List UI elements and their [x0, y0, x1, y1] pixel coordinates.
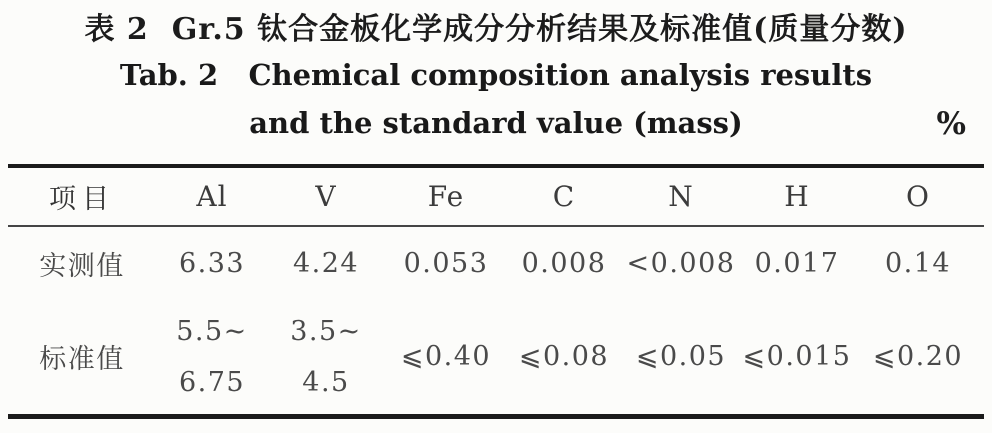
- table-title-english-line1: Tab. 2 Chemical composition analysis results: [119, 58, 873, 92]
- cell-measured-c: 0.008: [521, 248, 607, 279]
- range-al-max: 6.75: [178, 366, 246, 398]
- range-v-max: 4.5: [302, 366, 350, 398]
- unit-percent-label: %: [936, 106, 966, 142]
- column-header-al: Al: [196, 180, 228, 213]
- cell-measured-h: 0.017: [754, 248, 840, 279]
- cell-standard-o: ⩽0.20: [872, 341, 964, 373]
- table-row-standard: [8, 300, 984, 416]
- table-row-measured: [8, 226, 984, 300]
- column-header-v: V: [315, 180, 337, 213]
- range-v: [268, 315, 384, 398]
- cell-measured-n: <0.008: [626, 248, 736, 279]
- cell-measured-fe: 0.053: [403, 248, 489, 279]
- table-title-english-line2: and the standard value (mass): [249, 106, 743, 140]
- column-header-item: 项目: [49, 184, 115, 215]
- range-al: [156, 315, 268, 398]
- cell-standard-n: ⩽0.05: [635, 341, 727, 373]
- column-header-n: N: [668, 180, 694, 213]
- cell-measured-al: 6.33: [178, 248, 246, 279]
- table-header-row: [8, 166, 984, 226]
- range-al-min: 5.5~: [176, 315, 248, 347]
- column-header-fe: Fe: [427, 180, 465, 213]
- cell-standard-c: ⩽0.08: [518, 341, 610, 373]
- cell-standard-h: ⩽0.015: [742, 341, 852, 373]
- row-label-standard: 标准值: [39, 344, 125, 376]
- cell-measured-v: 4.24: [292, 248, 360, 279]
- composition-table: [8, 164, 984, 419]
- cell-standard-al: [156, 300, 268, 416]
- column-header-c: C: [552, 180, 576, 213]
- column-header-h: H: [784, 180, 810, 213]
- cell-standard-fe: ⩽0.40: [400, 341, 492, 373]
- range-v-min: 3.5~: [290, 315, 362, 347]
- column-header-o: O: [906, 180, 930, 213]
- cell-measured-o: 0.14: [884, 248, 952, 279]
- row-label-measured: 实测值: [39, 251, 125, 282]
- table-title-chinese: 表 2 Gr.5 钛合金板化学成分分析结果及标准值(质量分数): [84, 12, 908, 47]
- cell-standard-v: [268, 300, 384, 416]
